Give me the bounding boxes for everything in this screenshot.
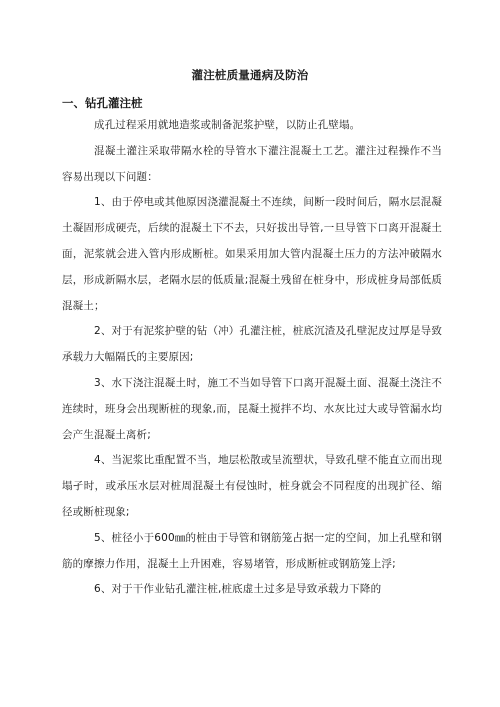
- document-body: [62, 113, 442, 603]
- paragraph-item-3: 3、水下浇注混凝土时，施工不当如导管下口离开混凝土面、混凝土浇注不连续时，班身会出现断桩的现象,而，昆凝土搅拌不均、水灰比过大或导管漏水均会产生混凝土离析;: [62, 376, 442, 441]
- paragraph-intro-2: 混凝土灌注采取带隔水栓的导管水下灌注混凝土工艺。灌注过程操作不当容易出现以下问题：: [62, 144, 442, 183]
- paragraph-item-6: 6、对于干作业钻孔灌注桩,桩底虚土过多是导致承载力下降的: [94, 583, 382, 596]
- paragraph-item-1: 1、由于停电或其他原因浇灌混凝土不连续，间断一段时间后，隔水层混凝土凝固形成硬壳，后续的混凝土下不去，只好拔出导管,一旦导管下口离开混凝土面，泥浆就会进入管内形成断桩。如果采用加大管内混凝土压力的方法冲破隔水层，形成新隔水层，老隔水层的低质量;混凝土残留在桩身中，形成桩身局部低质混凝土；: [62, 196, 442, 312]
- paragraph-item-4: 4、当泥浆比重配置不当，地层松散或呈流塑状，导致孔壁不能直立而出现塌孑时，或承压水层对桩周混凝土有侵蚀时，桩身就会不同程度的出现扩径、缩径或断桩现象;: [62, 454, 442, 518]
- paragraph-intro-1: 成孔过程采用就地造浆或制备泥浆护壁，以防止孔壁塌。: [94, 119, 361, 131]
- paragraph-item-5: 5、桩径小于600㎜的桩由于导管和钢筋笼占据一定的空间，加上孔壁和钢筋的摩擦力作用，混凝土上升困难，容易堵管，形成断桩或钢筋笼上浮;: [62, 531, 442, 570]
- paragraph-item-2: 2、对于有泥浆护壁的钻（冲）孔灌注桩，桩底沉渣及孔壁泥皮过厚是导致承载力大幅隔氏的主要原因;: [62, 325, 442, 364]
- section-heading: 一、钻孔灌注桩: [62, 96, 143, 110]
- document-title: 灌注桩质量通病及防治: [191, 68, 309, 82]
